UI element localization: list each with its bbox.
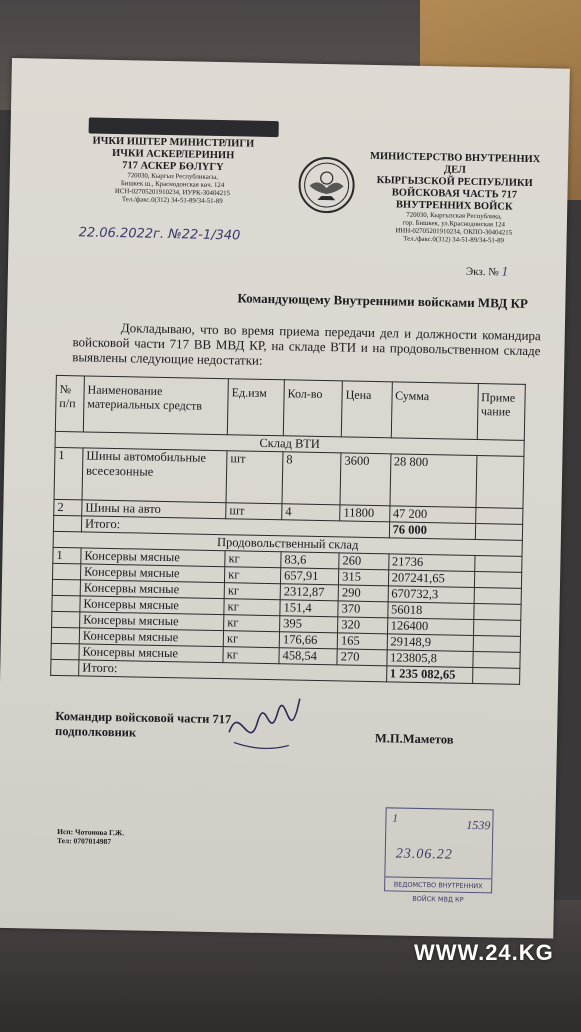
cell-sum: 21736: [388, 554, 474, 572]
cell-empty: [53, 515, 81, 532]
cell-sum: 56018: [387, 602, 473, 620]
header-right-addr4: Тел./факс.0(312) 34-51-89/34-51-89: [403, 235, 504, 245]
signature-title: [55, 709, 231, 742]
cell-number: [52, 595, 80, 612]
cell-price: 270: [337, 649, 387, 666]
cell-price: 320: [338, 617, 388, 634]
cell-sum: 207241,65: [388, 570, 474, 588]
col-header-note: Приме чание: [477, 384, 525, 441]
copy-label: Экз. №: [465, 265, 499, 279]
cell-sum: 47 200: [389, 506, 475, 524]
cell-unit: кг: [224, 615, 280, 632]
cell-name: Консервы мясные: [80, 580, 224, 599]
col-header-price: Цена: [341, 381, 392, 438]
col-header-sum: Сумма: [391, 382, 478, 440]
cell-sum: 29148,9: [387, 634, 473, 652]
header-right-line4: ВНУТРЕННИХ ВОЙСК: [395, 199, 513, 213]
cell-qty: 151,4: [280, 600, 338, 617]
cell-qty: 4: [282, 504, 340, 521]
table-row: [54, 447, 524, 508]
cell-empty: [51, 659, 79, 676]
col-header-unit: Ед.изм: [227, 379, 284, 436]
cell-sum: 28 800: [390, 454, 477, 508]
cell-unit: шт: [226, 451, 283, 504]
cell-qty: 657,91: [280, 568, 338, 585]
site-watermark: WWW.24.KG: [414, 940, 554, 965]
cell-number: 1: [54, 447, 83, 500]
stamp-incoming-mark: 1: [392, 812, 399, 825]
registration-stamp: [384, 807, 494, 904]
state-emblem-icon: [297, 156, 356, 215]
cell-name: Консервы мясные: [79, 628, 223, 647]
cell-sum: 123805,8: [386, 650, 472, 668]
table-header-row: [55, 375, 525, 440]
cell-price: 3600: [340, 453, 390, 506]
cell-price: 290: [338, 585, 388, 602]
header-right-line2: КЫРГЫЗСКОЙ РЕСПУБЛИКИ: [376, 175, 533, 190]
cell-note: [473, 619, 521, 636]
header-left-line4: 717 АСКЕР БӨЛҮГҮ: [122, 160, 224, 174]
cell-note: [474, 571, 522, 588]
total-label: Итого:: [79, 660, 387, 682]
header-left-addr3: ИСН-02705201910234, ИУРК-30404215: [114, 188, 231, 198]
handwritten-signature: [219, 692, 310, 764]
cell-note: [474, 555, 522, 572]
header-left-line3: ИЧКИ АСКЕРЛЕРИНИН: [111, 147, 235, 162]
cell-sum: 670732,3: [388, 586, 474, 604]
cell-number: 2: [54, 499, 82, 516]
cell-number: 1: [53, 547, 81, 564]
stamp-date: 23.06.22: [395, 846, 453, 863]
cell-number: [52, 563, 80, 580]
col-header-name: Наименование материальных средств: [83, 376, 228, 435]
cell-note: [473, 635, 521, 652]
col-header-qty: Кол-во: [283, 380, 342, 437]
cell-unit: кг: [224, 599, 280, 616]
subtotal-value: 76 000: [389, 522, 475, 540]
cell-name: Консервы мясные: [80, 596, 224, 615]
header-right-russian: [359, 151, 551, 247]
cell-note: [472, 651, 520, 668]
executor-name: Исп: Чотонова Г.Ж.: [57, 827, 125, 838]
intro-text: Докладываю, что во время приема передачи дел и должности командира войсковой части 717 ВВ МВД КР, на складе ВТИ и на продовольственном складе выявлены следующие недостатки:: [72, 320, 541, 368]
cell-unit: кг: [223, 631, 279, 648]
total-value: 1 235 082,65: [386, 666, 472, 684]
cell-price: 260: [339, 553, 389, 570]
header-right-line1: МИНИСТЕРСТВО ВНУТРЕННИХ ДЕЛ: [369, 150, 541, 176]
header-left-addr4: Тел./факс.0(312) 34-51-89/34-51-89: [121, 196, 223, 206]
cell-price: 370: [338, 601, 388, 618]
cell-number: [51, 627, 79, 644]
cell-name: Консервы мясные: [81, 548, 225, 567]
outgoing-number: 22.06.2022г. №22-1/340: [78, 225, 241, 244]
cell-empty: [472, 667, 520, 684]
copy-number: 1: [501, 263, 509, 279]
section2-title: Продовольственный склад: [53, 531, 522, 556]
cell-qty: 83,6: [281, 552, 339, 569]
copy-number-line: [466, 263, 508, 280]
signature-line2: подполковник: [54, 723, 137, 740]
cell-price: 315: [339, 569, 389, 586]
cell-qty: 176,66: [279, 632, 337, 649]
document-sheet: [0, 58, 570, 939]
executor-phone: Тел: 0707014987: [56, 836, 112, 847]
cell-name: Консервы мясные: [80, 612, 224, 631]
header-left-addr2: Бишкек ш., Краснодонская көч. 124: [120, 180, 225, 190]
cell-name: Шины на авто: [82, 500, 226, 519]
subtotal-label: Итого:: [81, 516, 389, 538]
cell-unit: шт: [226, 503, 282, 520]
cell-qty: 2312,87: [280, 584, 338, 601]
stamp-label: ВЕДОМСТВО ВНУТРЕННИХ ВОЙСК МВД КР: [385, 876, 491, 892]
executor-info: [57, 827, 124, 846]
addressee: Командующему Внутренними войсками МВД КР: [237, 290, 529, 311]
signature-line1: Командир войсковой части 717: [55, 708, 232, 727]
cell-price: 11800: [340, 505, 390, 522]
cell-name: Консервы мясные: [80, 564, 224, 583]
cell-empty: [475, 523, 523, 540]
col-header-number: № п/п: [55, 375, 84, 432]
cell-number: [51, 643, 79, 660]
header-left-line2: ИЧКИ ИШТЕР МИНИСТРЛИГИ: [92, 135, 255, 150]
shortage-table: [50, 375, 526, 685]
cell-number: [52, 579, 80, 596]
stamp-reg-number: 1539: [466, 817, 491, 833]
cell-unit: кг: [225, 551, 281, 568]
cell-number: [52, 611, 80, 628]
cell-note: [475, 507, 523, 524]
cell-note: [476, 455, 524, 508]
cell-qty: 395: [280, 616, 338, 633]
cell-qty: 458,54: [279, 648, 337, 665]
header-right-addr1: 720030, Кыргызская Республика,: [406, 211, 502, 221]
cell-unit: кг: [225, 567, 281, 584]
cell-qty: 8: [282, 452, 341, 505]
cell-unit: кг: [223, 647, 279, 664]
header-right-line3: ВОЙСКОВАЯ ЧАСТЬ 717: [391, 187, 518, 201]
cell-note: [473, 603, 521, 620]
cell-name: Консервы мясные: [79, 644, 223, 663]
cell-name: Шины автомобильные всесезонные: [82, 448, 227, 503]
cell-sum: 126400: [387, 618, 473, 636]
header-right-addr3: ИНН-02705201910234, ОКПО-30404215: [395, 227, 513, 237]
section1-title: Склад ВТИ: [55, 431, 524, 456]
cell-unit: кг: [224, 583, 280, 600]
cell-note: [474, 587, 522, 604]
header-right-addr2: гор. Бишкек, ул.Краснодонская 124: [402, 219, 506, 229]
signatory-name: М.П.Маметов: [374, 731, 454, 747]
header-left-addr1: 720030, Кыргыз Республикасы,: [127, 172, 219, 181]
cell-price: 165: [337, 633, 387, 650]
